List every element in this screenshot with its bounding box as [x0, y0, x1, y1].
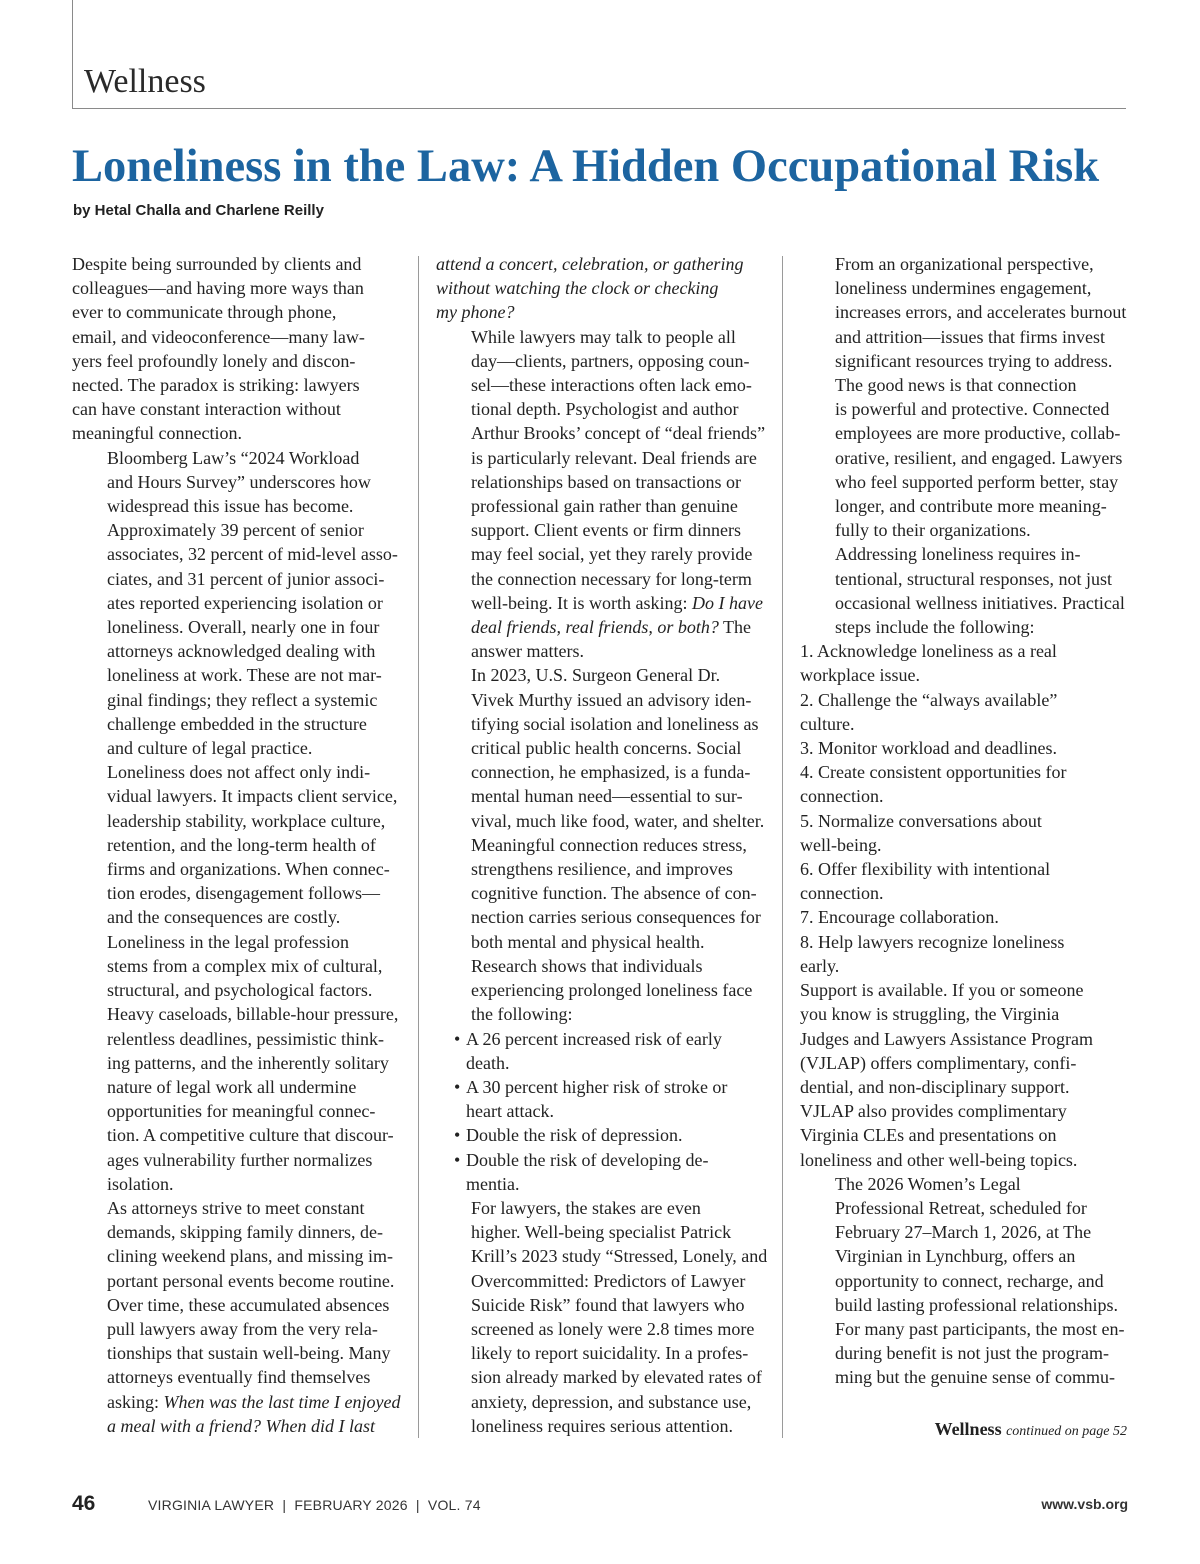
text-line: likely to report suicidality. In a profes- [471, 1343, 749, 1364]
text-line: nected. The paradox is striking: lawyers [72, 375, 360, 396]
text-line: tion. A competitive culture that discour- [107, 1125, 394, 1146]
text-line: cognitive function. The absence of con- [471, 883, 757, 904]
text-line: death. [466, 1052, 510, 1073]
text-line: may feel social, yet they rarely provide [471, 544, 753, 565]
text-line: the following: [471, 1004, 573, 1025]
text-line: 7. Encourage collaboration. [800, 907, 999, 928]
text-line: yers feel profoundly lonely and discon- [72, 350, 356, 371]
text-line: Support is available. If you or someone [800, 980, 1084, 1001]
text-line: ciates, and 31 percent of junior associ- [107, 568, 385, 589]
text-line: pull lawyers away from the very rela- [107, 1318, 378, 1339]
list-item [800, 905, 1130, 929]
text-line: connection. [800, 786, 884, 807]
text-line: 6. Offer flexibility with intentional [800, 859, 1051, 880]
text-line: • A 26 percent increased risk of early [466, 1028, 722, 1049]
paragraph [72, 760, 402, 929]
text-line: tentional, structural responses, not just [835, 568, 1112, 589]
text-line: increases errors, and accelerates burnout [835, 302, 1127, 323]
text-line: attorneys eventually find themselves [107, 1367, 371, 1388]
paragraph-italic [436, 252, 768, 325]
text-line: email, and videoconference—many law- [72, 326, 365, 347]
text-line: early. [800, 955, 840, 976]
text-line: critical public health concerns. Social [471, 738, 742, 759]
list-item [800, 736, 1130, 760]
text-line: opportunity to connect, recharge, and [835, 1270, 1104, 1291]
text-line: Meaningful connection reduces stress, [471, 834, 747, 855]
text-line: sel—these interactions often lack emo- [471, 375, 752, 396]
text-line: well-being. [800, 834, 882, 855]
publication-info: VIRGINIA LAWYER | FEBRUARY 2026 | VOL. 74 [148, 1497, 481, 1513]
text-line: can have constant interaction without [72, 399, 341, 420]
text-line: Approximately 39 percent of senior [107, 520, 364, 541]
text-line: Virginia CLEs and presentations on [800, 1125, 1057, 1146]
text-line: Overcommitted: Predictors of Lawyer [471, 1270, 746, 1291]
text-line: loneliness requires serious attention. [471, 1415, 733, 1436]
text-line: (VJLAP) offers complimentary, confi- [800, 1052, 1077, 1073]
text-line: Vivek Murthy issued an advisory iden- [471, 689, 752, 710]
text-line: loneliness and other well-being topics. [800, 1149, 1078, 1170]
text-line: February 27–March 1, 2026, at The [835, 1222, 1092, 1243]
section-rule-vertical [72, 0, 73, 108]
list-item [800, 857, 1130, 905]
text-line: loneliness undermines engagement, [835, 278, 1092, 299]
text-line: anxiety, depression, and substance use, [471, 1391, 752, 1412]
text-line: vidual lawyers. It impacts client service, [107, 786, 398, 807]
steps-numbered-list [800, 639, 1130, 978]
text-line: you know is struggling, the Virginia [800, 1004, 1060, 1025]
column-divider [418, 256, 419, 1438]
text-line: • Double the risk of depression. [466, 1125, 683, 1146]
text-line: Over time, these accumulated absences [107, 1294, 390, 1315]
paragraph [800, 542, 1130, 639]
text-line: without watching the clock or checking [436, 278, 719, 299]
text-line: tionships that sustain well-being. Many [107, 1343, 391, 1364]
text-line: demands, skipping family dinners, de- [107, 1222, 383, 1243]
text-line: loneliness at work. These are not mar- [107, 665, 382, 686]
paragraph [800, 978, 1130, 1172]
text-line: ginal findings; they reflect a systemic [107, 689, 378, 710]
text-line: build lasting professional relationships. [835, 1294, 1118, 1315]
text-line: strengthens resilience, and improves [471, 859, 733, 880]
text-line: is powerful and protective. Connected [835, 399, 1110, 420]
text-line: heart attack. [466, 1101, 554, 1122]
text-line: isolation. [107, 1173, 174, 1194]
list-item [800, 639, 1130, 687]
text-line: workplace issue. [800, 665, 920, 686]
text-line: ming but the genuine sense of commu- [835, 1367, 1115, 1388]
list-item [800, 930, 1130, 978]
text-line: The good news is that connection [835, 375, 1077, 396]
list-item [800, 760, 1130, 808]
text-line: who feel supported perform better, stay [835, 471, 1119, 492]
text-line: Virginian in Lynchburg, offers an [835, 1246, 1076, 1267]
text-line: The 2026 Women’s Legal [835, 1173, 1021, 1194]
text-line: 3. Monitor workload and deadlines. [800, 738, 1057, 759]
text-line: nature of legal work all undermine [107, 1076, 357, 1097]
byline: by Hetal Challa and Charlene Reilly [73, 202, 324, 219]
text-line: 1. Acknowledge loneliness as a real [800, 641, 1057, 662]
text-line: • A 30 percent higher risk of stroke or [466, 1076, 728, 1097]
paragraph [800, 1172, 1130, 1390]
text-line: In 2023, U.S. Surgeon General Dr. [471, 665, 721, 686]
text-line: From an organizational perspective, [835, 254, 1094, 274]
paragraph [72, 446, 402, 761]
paragraph [72, 252, 402, 446]
list-item [800, 688, 1130, 736]
text-line: connection, he emphasized, is a funda- [471, 762, 751, 783]
text-line: and Hours Survey” underscores how [107, 471, 371, 492]
text-line: steps include the following: [835, 617, 1035, 638]
website-link[interactable]: www.vsb.org [1041, 1496, 1128, 1512]
text-line: sion already marked by elevated rates of [471, 1367, 762, 1388]
column-2 [436, 252, 768, 1438]
list-item [454, 1123, 768, 1147]
text-line: leadership stability, workplace culture, [107, 810, 386, 831]
text-line: colleagues—and having more ways than [72, 278, 364, 299]
text-line: Loneliness does not affect only indi- [107, 762, 371, 783]
text-line: vival, much like food, water, and shelter. [471, 810, 765, 831]
text-line: longer, and contribute more meaning- [835, 496, 1107, 517]
paragraph: As attorneys strive to meet constant demands, skipping family dinners, de- clining weekend plans, and missing im- portant personal events become routine. Over time, these accumulated absences pull lawyers away from the very rela- tionships that sustain well-being. Many attorneys eventually find themselves asking: When was the last time I enjoyed a meal with a friend? When did I last [72, 1196, 402, 1438]
text-line: Judges and Lawyers Assistance Program [800, 1028, 1093, 1049]
text-line: Krill’s 2023 study “Stressed, Lonely, and [471, 1246, 768, 1267]
text-line: For many past participants, the most en- [835, 1318, 1125, 1339]
text-line: Despite being surrounded by clients and [72, 254, 362, 274]
column-divider [782, 256, 783, 1438]
paragraph: While lawyers may talk to people all day—clients, partners, opposing coun- sel—these interactions often lack emo- tional depth. Psychologist and author Arthur Brooks’ concept of “deal friends” is particularly relevant. Deal friends are relationships based on transactions or professional gain rather than genuine support. Client events or firm dinners may feel social, yet they rarely provide the connection necessary for long-term well-being. It is worth asking: Do I have deal friends, real friends, or both? The answer matters. [436, 325, 768, 664]
text-line: fully to their organizations. [835, 520, 1031, 541]
page-number: 46 [72, 1492, 96, 1515]
column-1 [72, 252, 402, 1438]
text-line: culture. [800, 713, 855, 734]
text-line: and culture of legal practice. [107, 738, 313, 759]
text-line: tional depth. Psychologist and author [471, 399, 739, 420]
text-line: Bloomberg Law’s “2024 Workload [107, 447, 360, 468]
section-rule-horizontal [72, 108, 1126, 109]
continued-label: Wellness [934, 1419, 1002, 1439]
risk-bullet-list [436, 1027, 768, 1196]
text-line: While lawyers may talk to people all [471, 326, 736, 347]
list-item [800, 809, 1130, 857]
paragraph [436, 954, 768, 1027]
text-line: ing patterns, and the inherently solitary [107, 1052, 389, 1073]
text-line: Research shows that individuals [471, 955, 703, 976]
text-line: relationships based on transactions or [471, 471, 741, 492]
text-line: professional gain rather than genuine [471, 496, 738, 517]
text-line: day—clients, partners, opposing coun- [471, 350, 750, 371]
text-line: attorneys acknowledged dealing with [107, 641, 376, 662]
text-line: opportunities for meaningful connec- [107, 1101, 376, 1122]
text-line: loneliness. Overall, nearly one in four [107, 617, 380, 638]
article-headline: Loneliness in the Law: A Hidden Occupational Risk [72, 141, 1100, 192]
text-line: 2. Challenge the “always available” [800, 689, 1058, 710]
section-label: Wellness [84, 63, 206, 100]
text-line: is particularly relevant. Deal friends are [471, 447, 757, 468]
text-line: my phone? [436, 302, 515, 323]
text-line: firms and organizations. When connec- [107, 859, 390, 880]
text-line: during benefit is not just the program- [835, 1343, 1109, 1364]
text-line: the connection necessary for long-term [471, 568, 752, 589]
text-line: tion erodes, disengagement follows— [107, 883, 380, 904]
column-3 [800, 252, 1130, 1390]
text-line: meaningful connection. [72, 423, 242, 444]
text-line: structural, and psychological factors. [107, 980, 373, 1001]
continued-notice [935, 1417, 1127, 1444]
text-line: and the consequences are costly. [107, 907, 341, 928]
text-line: 4. Create consistent opportunities for [800, 762, 1067, 783]
text-line: experiencing prolonged loneliness face [471, 980, 753, 1001]
page-footer [72, 1494, 1128, 1518]
text-line: ages vulnerability further normalizes [107, 1149, 373, 1170]
text-line: both mental and physical health. [471, 931, 705, 952]
text-line: challenge embedded in the structure [107, 713, 367, 734]
paragraph [72, 930, 402, 1196]
text-line: clining weekend plans, and missing im- [107, 1246, 393, 1267]
text-line: employees are more productive, collab- [835, 423, 1121, 444]
text-line: For lawyers, the stakes are even [471, 1197, 701, 1218]
text-line: mentia. [466, 1173, 520, 1194]
text-line: VJLAP also provides complimentary [800, 1101, 1067, 1122]
text-line: 5. Normalize conversations about [800, 810, 1042, 831]
list-item [454, 1075, 768, 1123]
text-line: attend a concert, celebration, or gathering [436, 254, 744, 274]
text-line: As attorneys strive to meet constant [107, 1197, 365, 1218]
text-line: ates reported experiencing isolation or [107, 592, 383, 613]
text-line: orative, resilient, and engaged. Lawyers [835, 447, 1123, 468]
text-line: Suicide Risk” found that lawyers who [471, 1294, 745, 1315]
text-line: dential, and non-disciplinary support. [800, 1076, 1070, 1097]
text-line: retention, and the long-term health of [107, 834, 376, 855]
text-line: screened as lonely were 2.8 times more [471, 1318, 755, 1339]
paragraph [800, 252, 1130, 373]
text-line: Professional Retreat, scheduled for [835, 1197, 1087, 1218]
text-line: Addressing loneliness requires in- [835, 544, 1081, 565]
text-line: portant personal events become routine. [107, 1270, 395, 1291]
text-line: Heavy caseloads, billable-hour pressure, [107, 1004, 399, 1025]
paragraph [436, 1196, 768, 1438]
paragraph [436, 663, 768, 953]
text-line: tifying social isolation and loneliness as [471, 713, 759, 734]
paragraph [800, 373, 1130, 542]
text-line: higher. Well-being specialist Patrick [471, 1222, 732, 1243]
text-line: Loneliness in the legal profession [107, 931, 349, 952]
list-item [454, 1027, 768, 1075]
text-line: 8. Help lawyers recognize loneliness [800, 931, 1065, 952]
text-line: associates, 32 percent of mid-level asso- [107, 544, 398, 565]
text-line: Arthur Brooks’ concept of “deal friends” [471, 423, 766, 444]
text-line: connection. [800, 883, 884, 904]
text-line: mental human need—essential to sur- [471, 786, 743, 807]
text-line: significant resources trying to address. [835, 350, 1113, 371]
continued-text: continued on page 52 [1006, 1424, 1127, 1439]
text-line: ever to communicate through phone, [72, 302, 337, 323]
text-line: nection carries serious consequences for [471, 907, 761, 928]
text-line: • Double the risk of developing de- [466, 1149, 709, 1170]
text-line: widespread this issue has become. [107, 496, 354, 517]
text-line: support. Client events or firm dinners [471, 520, 741, 541]
text-line: and attrition—issues that firms invest [835, 326, 1105, 347]
list-item [454, 1148, 768, 1196]
text-line: relentless deadlines, pessimistic think- [107, 1028, 384, 1049]
text-line: occasional wellness initiatives. Practical [835, 592, 1125, 613]
text-line: stems from a complex mix of cultural, [107, 955, 383, 976]
